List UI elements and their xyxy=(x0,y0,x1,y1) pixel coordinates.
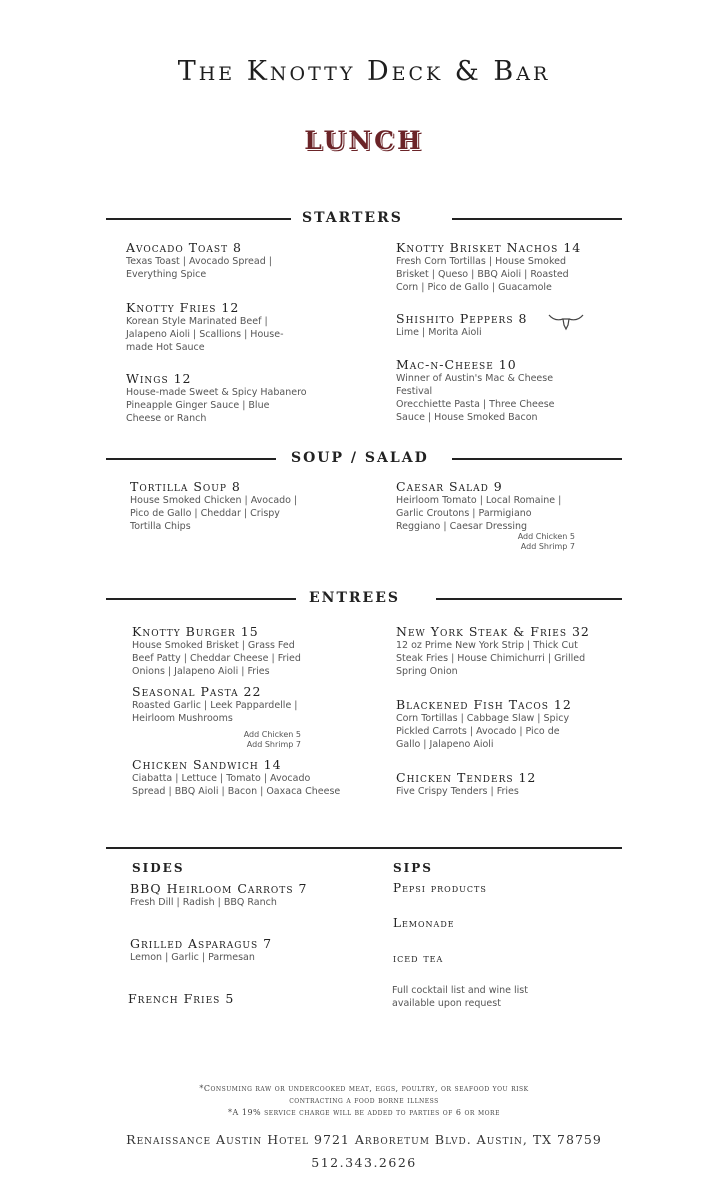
item-desc: Brisket | Queso | BBQ Aioli | Roasted xyxy=(396,269,569,280)
addon: Add Shrimp 7 xyxy=(520,542,575,551)
item-desc: Beef Patty | Cheddar Cheese | Fried xyxy=(132,653,301,664)
item-desc: Pickled Carrots | Avocado | Pico de xyxy=(396,726,560,737)
addon-list xyxy=(200,730,301,750)
menu-item-french-fries xyxy=(128,991,358,1006)
address: Renaissance Austin Hotel 9721 Arboretum Blvd. Austin, TX 78759 xyxy=(126,1132,602,1147)
item-name: Caesar Salad 9 xyxy=(396,479,503,494)
item-desc: Fresh Corn Tortillas | House Smoked xyxy=(396,256,567,267)
menu-item-chicken-sandwich xyxy=(132,757,382,798)
divider xyxy=(106,598,296,600)
item-desc: Lemon | Garlic | Parmesan xyxy=(130,952,255,963)
sip-pepsi: Pepsi products xyxy=(393,881,487,895)
menu-item-chicken-tenders xyxy=(396,770,626,798)
menu-item-wings xyxy=(126,371,336,425)
divider xyxy=(436,598,622,600)
item-name: Wings 12 xyxy=(126,371,192,386)
addon: Add Chicken 5 xyxy=(243,730,301,739)
item-name: Blackened Fish Tacos 12 xyxy=(396,697,572,712)
item-name: Knotty Fries 12 xyxy=(126,300,240,315)
menu-item-shishito-peppers xyxy=(396,311,626,339)
item-desc: Cheese or Ranch xyxy=(126,413,207,424)
item-desc: Pineapple Ginger Sauce | Blue xyxy=(126,400,270,411)
footer-note: contracting a food borne illness xyxy=(289,1096,439,1105)
section-starters: STARTERS xyxy=(302,210,403,226)
item-desc: Pico de Gallo | Cheddar | Crispy xyxy=(130,508,280,519)
item-name: Mac-n-Cheese 10 xyxy=(396,357,517,372)
item-desc: Steak Fries | House Chimichurri | Grilled xyxy=(396,653,586,664)
item-desc: Spread | BBQ Aioli | Bacon | Oaxaca Cheese xyxy=(132,786,341,797)
item-desc: 12 oz Prime New York Strip | Thick Cut xyxy=(396,640,578,651)
item-name: BBQ Heirloom Carrots 7 xyxy=(130,881,308,896)
sip-lemonade: Lemonade xyxy=(393,916,455,930)
menu-item-seasonal-pasta xyxy=(132,684,352,725)
item-desc: Everything Spice xyxy=(126,269,207,280)
restaurant-title: The Knotty Deck & Bar xyxy=(177,56,551,87)
item-name: Chicken Tenders 12 xyxy=(396,770,537,785)
item-desc: Spring Onion xyxy=(396,666,458,677)
item-desc: Corn | Pico de Gallo | Guacamole xyxy=(396,282,552,293)
item-desc: Reggiano | Caesar Dressing xyxy=(396,521,528,532)
addon: Add Chicken 5 xyxy=(517,532,575,541)
menu-item-knotty-fries xyxy=(126,300,326,354)
item-desc: Lime | Morita Aioli xyxy=(396,327,482,338)
section-soup-salad: SOUP / SALAD xyxy=(291,450,429,466)
menu-item-fish-tacos xyxy=(396,697,626,751)
divider xyxy=(106,218,291,220)
section-sips: SIPS xyxy=(393,861,433,875)
item-name: French Fries 5 xyxy=(128,991,235,1006)
item-name: Seasonal Pasta 22 xyxy=(132,684,262,699)
addon: Add Shrimp 7 xyxy=(246,740,301,749)
item-desc: Garlic Croutons | Parmigiano xyxy=(396,508,532,519)
item-desc: House-made Sweet & Spicy Habanero xyxy=(126,387,307,398)
item-desc: Heirloom Tomato | Local Romaine | xyxy=(396,495,562,506)
menu-item-avocado-toast xyxy=(126,240,326,281)
item-name: Tortilla Soup 8 xyxy=(130,479,241,494)
section-entrees: ENTREES xyxy=(309,590,400,606)
item-desc: Ciabatta | Lettuce | Tomato | Avocado xyxy=(132,773,311,784)
note-line: Full cocktail list and wine list xyxy=(392,985,528,996)
item-desc: House Smoked Brisket | Grass Fed xyxy=(132,640,295,651)
footer-note: *A 19% service charge will be added to parties of 6 or more xyxy=(228,1108,500,1117)
menu-item-grilled-asparagus xyxy=(130,936,360,964)
item-desc: Korean Style Marinated Beef | xyxy=(126,316,268,327)
section-sides: SIDES xyxy=(132,861,185,875)
menu-item-mac-n-cheese xyxy=(396,357,626,424)
item-name: Shishito Peppers 8 xyxy=(396,311,528,326)
item-desc: Orecchiette Pasta | Three Cheese xyxy=(396,399,555,410)
item-desc: Roasted Garlic | Leek Pappardelle | xyxy=(132,700,298,711)
menu-item-caesar-salad xyxy=(396,479,626,533)
item-desc: Winner of Austin's Mac & Cheese xyxy=(396,373,554,384)
item-name: New York Steak & Fries 32 xyxy=(396,624,590,639)
item-desc: Texas Toast | Avocado Spread | xyxy=(126,256,272,267)
item-desc: Tortilla Chips xyxy=(130,521,191,532)
item-name: Grilled Asparagus 7 xyxy=(130,936,273,951)
divider xyxy=(106,458,276,460)
longhorn-icon xyxy=(548,312,584,332)
item-desc: Fresh Dill | Radish | BBQ Ranch xyxy=(130,897,277,908)
item-desc: Corn Tortillas | Cabbage Slaw | Spicy xyxy=(396,713,570,724)
item-desc: Jalapeno Aioli | Scallions | House- xyxy=(126,329,284,340)
menu-item-bbq-carrots xyxy=(130,881,360,909)
footer-note: *Consuming raw or undercooked meat, eggs, poultry, or seafood you risk xyxy=(199,1084,529,1093)
item-desc: made Hot Sauce xyxy=(126,342,205,353)
note-line: available upon request xyxy=(392,998,501,1009)
menu-item-brisket-nachos xyxy=(396,240,626,294)
addon-list xyxy=(470,532,575,552)
sip-iced-tea: iced tea xyxy=(393,951,444,965)
item-desc: Onions | Jalapeno Aioli | Fries xyxy=(132,666,270,677)
menu-item-knotty-burger xyxy=(132,624,352,678)
drinks-note xyxy=(392,984,592,1010)
item-desc: Festival xyxy=(396,386,433,397)
item-desc: Five Crispy Tenders | Fries xyxy=(396,786,519,797)
item-desc: Gallo | Jalapeno Aioli xyxy=(396,739,494,750)
item-name: Knotty Burger 15 xyxy=(132,624,259,639)
menu-name: LUNCH xyxy=(304,126,424,155)
item-name: Knotty Brisket Nachos 14 xyxy=(396,240,582,255)
item-desc: Sauce | House Smoked Bacon xyxy=(396,412,538,423)
item-desc: House Smoked Chicken | Avocado | xyxy=(130,495,298,506)
menu-item-tortilla-soup xyxy=(130,479,340,533)
item-name: Chicken Sandwich 14 xyxy=(132,757,282,772)
phone: 512.343.2626 xyxy=(311,1155,417,1170)
divider xyxy=(106,847,622,849)
divider xyxy=(452,458,622,460)
item-name: Avocado Toast 8 xyxy=(126,240,243,255)
item-desc: Heirloom Mushrooms xyxy=(132,713,233,724)
divider xyxy=(452,218,622,220)
menu-item-ny-steak xyxy=(396,624,626,678)
